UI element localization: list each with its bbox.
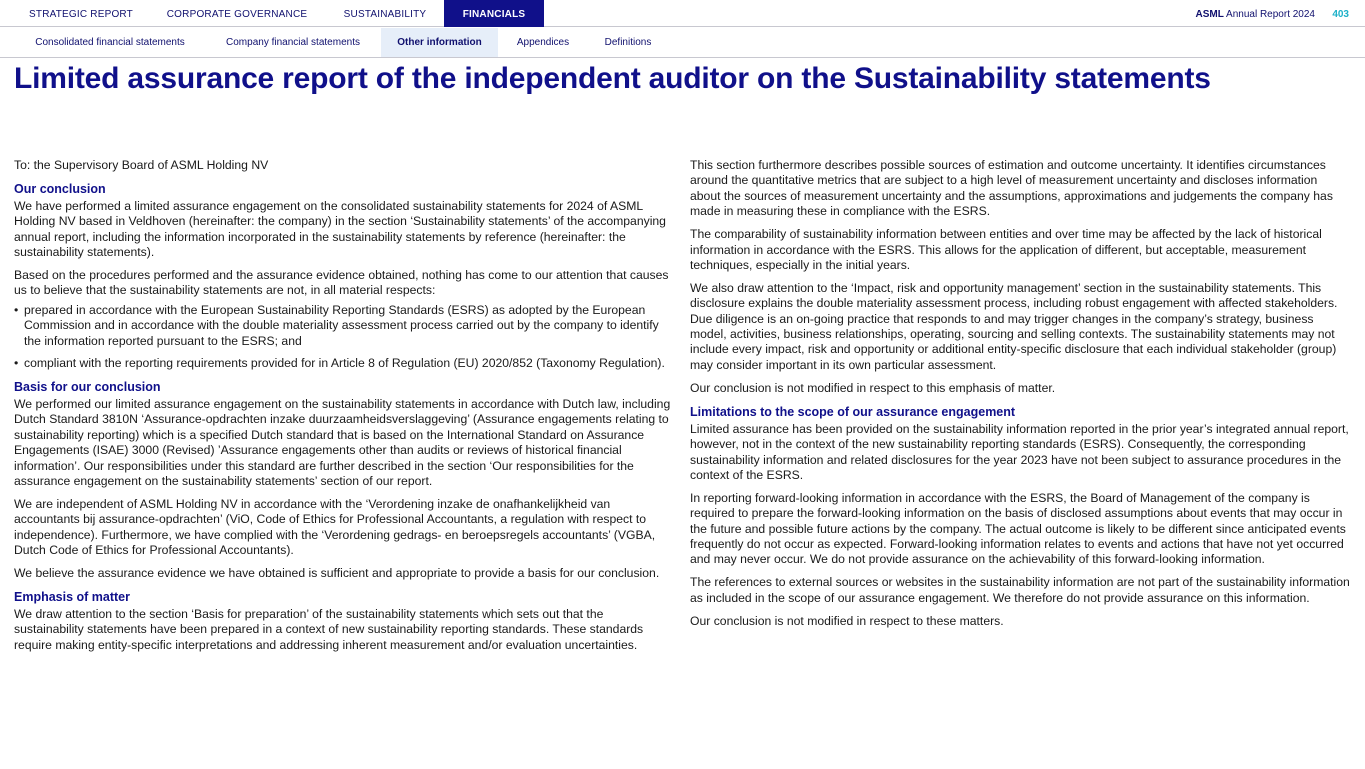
report-brand[interactable] (1195, 0, 1315, 27)
paragraph: Our conclusion is not modified in respect to this emphasis of matter. (690, 380, 1056, 395)
heading-limitations-scope: Limitations to the scope of our assurance engagement (690, 404, 1016, 419)
list-item: • compliant with the reporting requirements provided for in Article 8 of Regulation (EU) 2020/852 (Taxonomy Regulation). (14, 356, 674, 371)
paragraph: We performed our limited assurance engagement on the sustainability statements in accordance with Dutch law, including Dutch Standard 3810N ‘Assurance-opdrachten inzake duurzaamheidsverslaggeving’ (Assurance engagements relating to sustainability reporting) which is a specified Dutch standard that is based on the International Standard on Assurance Engagements (ISAE) 3000 (Revised) ’Assurance engagements other than audits or reviews of historical financial information’. Our responsibilities under this standard are further described in the section ‘Our responsibilities for the assurance engagement on the sustainability statements’ section of our report. (14, 396, 671, 488)
left-column (14, 158, 674, 661)
paragraph: We draw attention to the section ‘Basis for preparation’ of the sustainability statements which sets out that the sustainability statements have been prepared in a context of new sustainability reporting standards. These standards require making entity-specific interpretations and addressing inherent measurement and/or evaluation uncertainties. (14, 606, 644, 652)
paragraph: Our conclusion is not modified in respect to these matters. (690, 613, 1004, 628)
subtab-appendices[interactable]: Appendices (516, 37, 570, 48)
right-column (690, 158, 1350, 637)
paragraph: Limited assurance has been provided on the sustainability information reported in the prior year’s integrated annual report, however, not in the context of the new sustainability reporting standards (ESRS). Consequently, the corresponding sustainability information and related disclosures for the year 2023 have not been subject to assurance procedures in the context of the ESRS. (690, 421, 1349, 482)
top-navigation (0, 0, 1365, 27)
addressee: To: the Supervisory Board of ASML Holding NV (14, 158, 269, 172)
paragraph: The comparability of sustainability information between entities and over time may be affected by the lack of historical information in accordance with the ESRS. This allows for the application of different, but acceptable, measurement techniques, especially in the initial years. (690, 227, 1322, 272)
paragraph: Based on the procedures performed and the assurance evidence obtained, nothing has come to our attention that causes us to believe that the sustainability statements are not, in all material respects: (14, 268, 669, 298)
sub-navigation (0, 28, 1365, 58)
list-item: • prepared in accordance with the European Sustainability Reporting Standards (ESRS) as adopted by the European Commission and in accordance with the double materiality assessment process carried out by the company to identify the information reported pursuant to the ESRS; and (14, 303, 674, 349)
paragraph: We also draw attention to the ‘Impact, risk and opportunity management’ section in the sustainability statements. This disclosure explains the double materiality assessment process, including robust engagement with affected stakeholders. Due diligence is an on-going practice that responds to and may trigger changes in the company’s strategy, business model, activities, business relationships, operating, sourcing and selling contexts. The sustainability statements may not include every impact, risk and opportunity or additional entity-specific disclosure that each individual stakeholder (group) may consider important in its own particular assessment. (690, 280, 1338, 372)
paragraph: The references to external sources or websites in the sustainability information are not part of the sustainability information as included in the scope of our assurance engagement. We therefore do not provide assurance on this information. (690, 575, 1350, 605)
paragraph: In reporting forward-looking information in accordance with the ESRS, the Board of Management of the company is required to prepare the forward-looking information on the basis of disclosed assumptions about events that may occur in the future and possible future actions by the company. The actual outcome is likely to be different since anticipated events frequently do not occur as expected. Forward-looking information relates to events and actions that have not yet occurred and may never occur. We do not provide assurance on the achievability of this forward-looking information. (690, 490, 1346, 567)
heading-emphasis-of-matter: Emphasis of matter (14, 589, 131, 604)
subtab-consolidated-financial-statements[interactable]: Consolidated financial statements (35, 37, 185, 48)
subtab-definitions[interactable]: Definitions (604, 37, 652, 48)
subtab-other-information[interactable]: Other information (381, 28, 498, 57)
page-number: 403 (1332, 9, 1349, 20)
conclusion-bullet-list (14, 303, 674, 372)
heading-basis-for-conclusion: Basis for our conclusion (14, 379, 161, 394)
paragraph: We are independent of ASML Holding NV in accordance with the ‘Verordening inzake de onafhankelijkheid van accountants bij assurance-opdrachten’ (ViO, Code of Ethics for Professional Accountants, a regulation with respect to independence). Furthermore, we have complied with the ‘Verordening gedrags- en beroepsregels accountants’ (VGBA, Dutch Code of Ethics for Professional Accountants). (14, 496, 656, 558)
brand-report-title: Annual Report 2024 (1223, 9, 1315, 20)
subtab-company-financial-statements[interactable]: Company financial statements (226, 37, 360, 48)
paragraph: We believe the assurance evidence we have obtained is sufficient and appropriate to provide a basis for our conclusion. (14, 566, 660, 581)
tab-sustainability[interactable]: SUSTAINABILITY (343, 9, 427, 20)
paragraph: We have performed a limited assurance engagement on the consolidated sustainability statements for 2024 of ASML Holding NV based in Veldhoven (hereinafter: the company) in the section ‘Sustainability statements’ of the accompanying annual report, including the information incorporated in the sustainability statements by reference (hereinafter: the sustainability statements). (14, 198, 666, 260)
heading-our-conclusion: Our conclusion (14, 181, 106, 196)
tab-strategic-report[interactable]: STRATEGIC REPORT (29, 9, 133, 20)
tab-financials[interactable]: FINANCIALS (444, 0, 544, 27)
page-title: Limited assurance report of the independent auditor on the Sustainability statements (14, 62, 1211, 95)
brand-name: ASML (1195, 9, 1224, 20)
paragraph: This section furthermore describes possible sources of estimation and outcome uncertainty. It identifies circumstances around the quantitative metrics that are subject to a high level of measurement uncertainty and discloses information about the sources of measurement uncertainty and the assumptions, approximations and judgements the company has made in measuring these in compliance with the ESRS. (690, 158, 1333, 219)
tab-corporate-governance[interactable]: CORPORATE GOVERNANCE (166, 9, 308, 20)
